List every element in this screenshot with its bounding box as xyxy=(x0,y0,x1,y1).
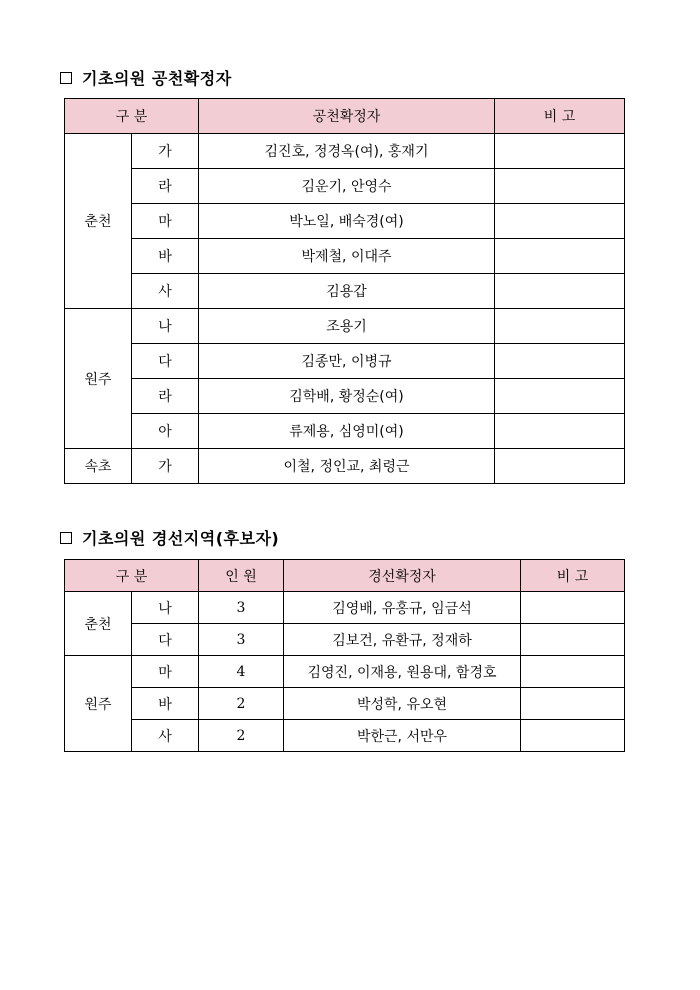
table-row xyxy=(65,688,625,720)
names-cell: 박제철, 이대주 xyxy=(199,239,495,274)
table-row xyxy=(65,274,625,309)
district-cell: 마 xyxy=(132,204,199,239)
note-cell xyxy=(495,204,625,239)
table-row xyxy=(65,592,625,624)
table-header-row xyxy=(65,560,625,592)
names-cell: 이철, 정인교, 최령근 xyxy=(199,449,495,484)
section2-title: 기초의원 경선지역(후보자) xyxy=(82,529,280,548)
table-row xyxy=(65,309,625,344)
note-cell xyxy=(495,344,625,379)
district-cell: 바 xyxy=(132,688,199,720)
names-cell: 박한근, 서만우 xyxy=(284,720,521,752)
table-row xyxy=(65,656,625,688)
district-cell: 가 xyxy=(132,449,199,484)
names-cell: 김영진, 이재용, 원용대, 함경호 xyxy=(284,656,521,688)
note-cell xyxy=(521,720,625,752)
note-cell xyxy=(521,656,625,688)
names-cell: 박노일, 배숙경(여) xyxy=(199,204,495,239)
names-cell: 김용갑 xyxy=(199,274,495,309)
table-row xyxy=(65,169,625,204)
city-cell: 원주 xyxy=(65,656,132,752)
district-cell: 나 xyxy=(132,592,199,624)
checkbox-icon xyxy=(60,72,72,84)
section2-heading xyxy=(60,526,279,549)
section1-heading xyxy=(60,66,232,89)
table-row xyxy=(65,379,625,414)
names-cell: 류제용, 심영미(여) xyxy=(199,414,495,449)
names-cell: 김운기, 안영수 xyxy=(199,169,495,204)
table-row xyxy=(65,134,625,169)
header-names: 공천확정자 xyxy=(199,99,495,134)
note-cell xyxy=(495,169,625,204)
district-cell: 나 xyxy=(132,309,199,344)
names-cell: 김종만, 이병규 xyxy=(199,344,495,379)
note-cell xyxy=(495,134,625,169)
table-row xyxy=(65,239,625,274)
table-row xyxy=(65,720,625,752)
names-cell: 김영배, 유홍규, 임금석 xyxy=(284,592,521,624)
district-cell: 다 xyxy=(132,344,199,379)
district-cell: 라 xyxy=(132,169,199,204)
header-names: 경선확정자 xyxy=(284,560,521,592)
note-cell xyxy=(495,379,625,414)
table-row xyxy=(65,624,625,656)
city-cell: 춘천 xyxy=(65,592,132,656)
note-cell xyxy=(521,624,625,656)
district-cell: 라 xyxy=(132,379,199,414)
table-row xyxy=(65,449,625,484)
district-cell: 다 xyxy=(132,624,199,656)
header-gubun: 구 분 xyxy=(65,560,199,592)
count-cell: 4 xyxy=(199,656,284,688)
header-count: 인 원 xyxy=(199,560,284,592)
count-cell: 2 xyxy=(199,688,284,720)
city-cell: 춘천 xyxy=(65,134,132,309)
district-cell: 가 xyxy=(132,134,199,169)
table-row xyxy=(65,414,625,449)
names-cell: 김학배, 황정순(여) xyxy=(199,379,495,414)
names-cell: 박성학, 유오현 xyxy=(284,688,521,720)
table-row xyxy=(65,204,625,239)
note-cell xyxy=(521,592,625,624)
note-cell xyxy=(495,274,625,309)
primaries-table xyxy=(64,559,625,752)
names-cell: 김보건, 유환규, 정재하 xyxy=(284,624,521,656)
note-cell xyxy=(495,239,625,274)
city-cell: 원주 xyxy=(65,309,132,449)
checkbox-icon xyxy=(60,532,72,544)
district-cell: 마 xyxy=(132,656,199,688)
district-cell: 바 xyxy=(132,239,199,274)
note-cell xyxy=(521,688,625,720)
district-cell: 사 xyxy=(132,720,199,752)
note-cell xyxy=(495,309,625,344)
names-cell: 조용기 xyxy=(199,309,495,344)
district-cell: 아 xyxy=(132,414,199,449)
header-gubun: 구 분 xyxy=(65,99,199,134)
note-cell xyxy=(495,449,625,484)
note-cell xyxy=(495,414,625,449)
header-note: 비 고 xyxy=(521,560,625,592)
count-cell: 3 xyxy=(199,624,284,656)
count-cell: 3 xyxy=(199,592,284,624)
nominees-table xyxy=(64,98,625,484)
section1-title: 기초의원 공천확정자 xyxy=(82,69,232,88)
district-cell: 사 xyxy=(132,274,199,309)
city-cell: 속초 xyxy=(65,449,132,484)
table-header-row xyxy=(65,99,625,134)
count-cell: 2 xyxy=(199,720,284,752)
names-cell: 김진호, 정경옥(여), 홍재기 xyxy=(199,134,495,169)
table-row xyxy=(65,344,625,379)
header-note: 비 고 xyxy=(495,99,625,134)
